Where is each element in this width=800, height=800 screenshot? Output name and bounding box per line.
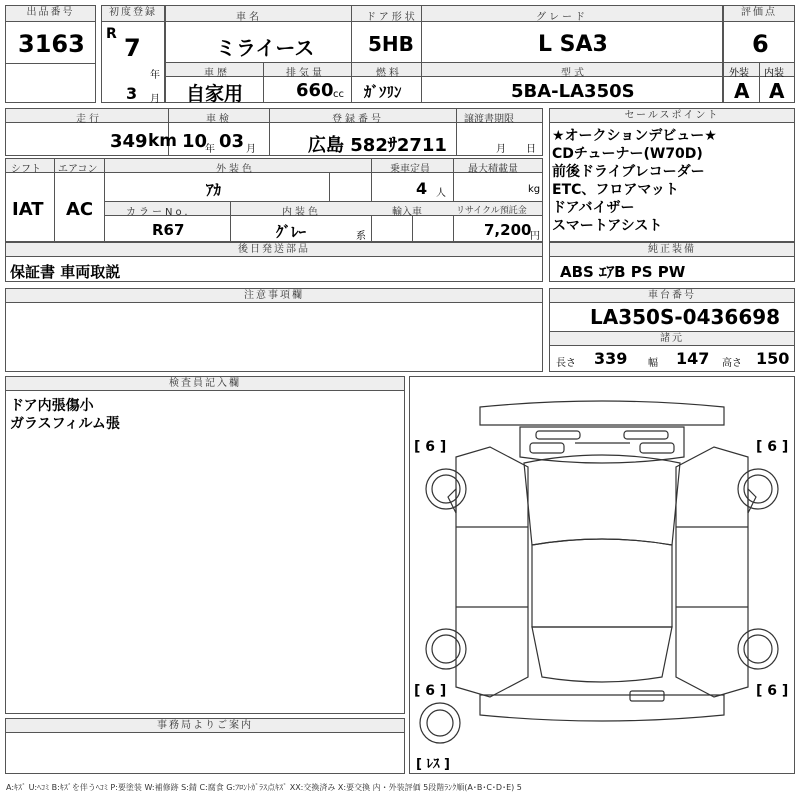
legend: A:ｷｽﾞ U:ﾍｺﾐ B:ｷｽﾞを伴うﾍｺﾐ P:要塗装 W:補修跡 S:錆 C:腐食 G:ﾌﾛﾝﾄｶﾞﾗｽ点ｷｽﾞ XX:交換済み X:要交換 内・外装評価 5段階ﾗﾝｸ順(A･B･C･D･E) 5 [6, 783, 522, 792]
equipment-header: 純正装備 [550, 243, 794, 257]
transfer-header: 譲渡書期限 [464, 114, 514, 125]
displacement-header: 排気量 [286, 68, 325, 79]
shift-header: シフト [11, 164, 41, 175]
sales-point: ★オークションデビュー★ [552, 128, 717, 144]
inspector-line: ドア内張傷小 [10, 398, 94, 414]
ac-header: エアコン [58, 164, 98, 175]
vehicle-bottom-row [165, 62, 723, 103]
recycle-fee: 7,200 [484, 221, 532, 239]
height-label: 高さ [722, 358, 742, 369]
car-name: ミライース [216, 36, 315, 60]
score-cell [723, 5, 795, 63]
color-header: 外装色 [216, 164, 255, 175]
capacity-unit: 人 [436, 188, 446, 199]
inspection-year: 10 [182, 131, 208, 152]
fuel-header: 燃料 [376, 68, 402, 79]
shift: IAT [12, 199, 44, 220]
interior-color-unit: 系 [356, 231, 366, 242]
sales-point: スマートアシスト [552, 218, 663, 234]
equipment-block [549, 242, 795, 282]
inspection-month-unit: 月 [246, 144, 256, 155]
capacity: 4 [416, 179, 428, 198]
displacement-unit: cc [333, 89, 344, 100]
tire-rear-right: [ 6 ] [756, 683, 789, 699]
interior-color: ｸﾞﾚｰ [276, 223, 307, 241]
office-header: 事務局よりご案内 [6, 719, 404, 733]
load-unit: kg [528, 184, 541, 195]
car-outline-diagram [410, 377, 794, 773]
load-header: 最大積載量 [468, 164, 518, 175]
grade-header: グレード [536, 12, 588, 23]
int-color-header: 内装色 [282, 207, 321, 218]
transfer-month: 月 [496, 144, 506, 155]
model-header: 型式 [561, 68, 587, 79]
month-unit: 月 [150, 94, 160, 105]
reg-year: 7 [124, 34, 141, 62]
inspection-year-unit: 年 [205, 144, 215, 155]
recycle-header: リサイクル預託金 [456, 206, 527, 216]
mileage-inspection-row [5, 108, 543, 156]
door-header: ドア形状 [366, 12, 418, 23]
import-header: 輸入車 [392, 207, 422, 218]
door-type: 5HB [368, 32, 414, 56]
mileage: 349 [110, 131, 148, 152]
era: R [106, 26, 117, 42]
inspection-header: 車検 [206, 114, 232, 125]
dims-header: 諸元 [550, 332, 794, 346]
inspector-block [5, 376, 405, 714]
registration-number: 広島 582ｻ2711 [308, 135, 447, 156]
width-label: 幅 [648, 358, 658, 369]
first-reg-header: 初度登録 [102, 6, 164, 22]
lot-number-cell [5, 5, 96, 103]
grade: L SA3 [538, 32, 608, 57]
tire-rear-left: [ 6 ] [414, 683, 447, 699]
sales-point: CDチューナー(W70D) [552, 146, 703, 162]
spare-tire: [ ﾚｽ ] [416, 757, 450, 772]
delivery-parts-block [5, 242, 543, 282]
capacity-header: 乗車定員 [390, 164, 430, 175]
specs-block [5, 158, 543, 242]
inspector-line: ガラスフィルム張 [10, 416, 120, 432]
sales-point: ETC、フロアマット [552, 182, 679, 198]
tire-front-left: [ 6 ] [414, 439, 447, 455]
car-name-header: 車名 [236, 12, 262, 23]
reg-month: 3 [126, 84, 138, 103]
inspection-month: 03 [219, 131, 245, 152]
length: 339 [594, 349, 628, 368]
score-header: 評価点 [724, 6, 794, 22]
car-diagram [409, 376, 795, 774]
ac: AC [66, 199, 94, 220]
chassis-header: 車台番号 [550, 289, 794, 303]
office-block [5, 718, 405, 774]
notes-header: 注意事項欄 [6, 289, 542, 303]
length-label: 長さ [556, 358, 576, 369]
reg-header: 登録番号 [332, 114, 384, 125]
color-number: R67 [152, 221, 185, 239]
int-header: 内装 [764, 68, 784, 79]
equipment: ABS ｴｱB PS PW [560, 263, 686, 281]
lot-number: 3163 [18, 30, 85, 58]
mileage-unit: km [148, 131, 178, 151]
recycle-unit: 円 [530, 231, 540, 242]
lot-number-header: 出品番号 [6, 6, 95, 22]
delivery-parts: 保証書 車両取説 [10, 263, 121, 281]
ext-int-score-cell [723, 62, 795, 103]
transfer-day: 日 [526, 144, 536, 155]
tire-front-right: [ 6 ] [756, 439, 789, 455]
sales-points-block [549, 108, 795, 242]
chassis-block [549, 288, 795, 372]
height: 150 [756, 349, 790, 368]
score: 6 [752, 30, 769, 58]
chassis-number: LA350S-0436698 [590, 305, 781, 329]
delivery-header: 後日発送部品 [6, 243, 542, 257]
displacement: 660 [296, 80, 334, 101]
mileage-header: 走行 [76, 114, 102, 125]
width: 147 [676, 349, 710, 368]
notes-block [5, 288, 543, 372]
fuel: ｶﾞｿﾘﾝ [364, 83, 402, 101]
exterior-color: ｱｶ [206, 181, 222, 199]
history: 自家用 [186, 83, 244, 105]
vehicle-top-row [165, 5, 723, 63]
inspector-header: 検査員記入欄 [6, 377, 404, 391]
color-no-header: カラーNo. [126, 207, 191, 218]
sales-point: 前後ドライブレコーダー [552, 164, 705, 180]
first-registration-cell [101, 5, 165, 103]
sales-points-header: セールスポイント [550, 109, 794, 123]
model: 5BA-LA350S [511, 81, 635, 102]
ext-score: A [734, 79, 750, 103]
history-header: 車歴 [204, 68, 230, 79]
sales-point: ドアバイザー [552, 200, 635, 216]
int-score: A [769, 79, 785, 103]
ext-header: 外装 [729, 68, 749, 79]
year-unit: 年 [150, 70, 160, 81]
